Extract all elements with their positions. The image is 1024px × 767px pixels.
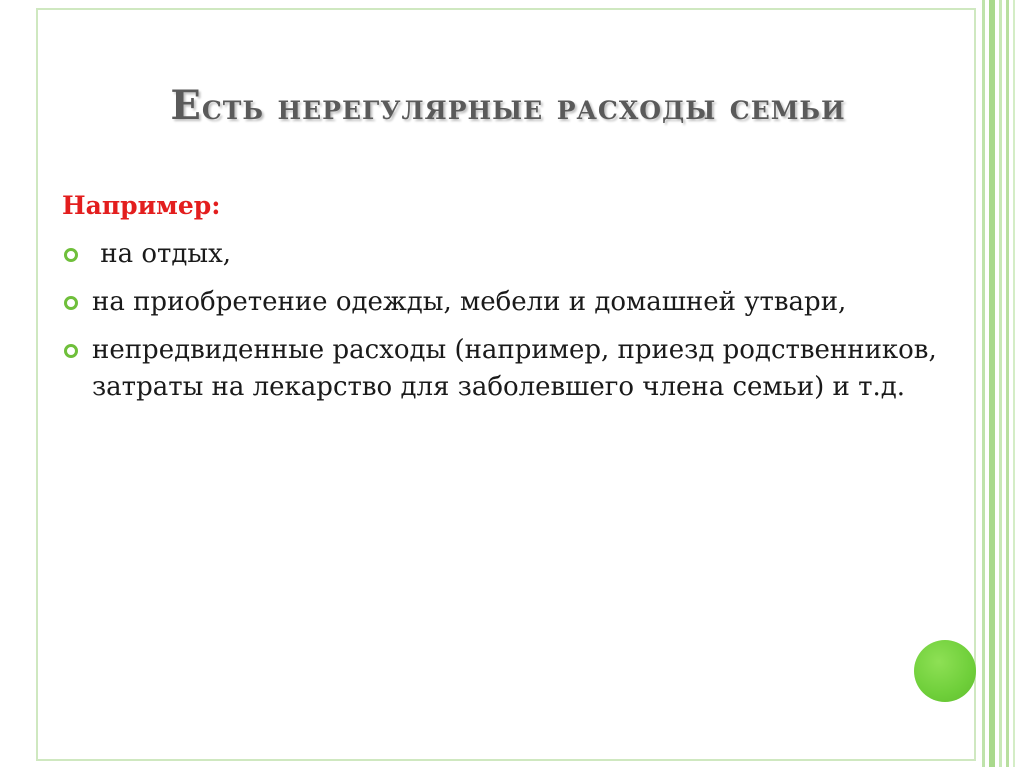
slide-content	[62, 190, 942, 417]
right-stripe	[1013, 0, 1015, 767]
slide-title-rest: сть нерегулярные расходы семьи	[201, 86, 846, 128]
frame-bottom-line	[36, 759, 976, 761]
list-item-text: на отдых,	[92, 239, 232, 269]
right-stripe	[989, 0, 995, 767]
frame-top-line	[36, 8, 976, 10]
green-circle-decoration	[914, 640, 976, 702]
right-stripe	[1006, 0, 1009, 767]
frame-left-line	[36, 8, 38, 761]
slide-title-capital: Е	[170, 82, 202, 129]
lead-text: Например:	[62, 191, 221, 220]
list-item	[62, 236, 942, 273]
list-item-text: на приобретение одежды, мебели и домашней утвари,	[92, 287, 847, 317]
hollow-circle-icon	[64, 296, 78, 310]
right-stripe	[999, 0, 1002, 767]
right-stripe	[982, 0, 985, 767]
slide-title	[40, 82, 976, 129]
list-item	[62, 284, 942, 321]
bullet-list	[62, 236, 942, 406]
list-item-text: непредвиденные расходы (например, приезд родственников, затраты на лекарство для заболевшего члена семьи) и т.д.	[92, 335, 937, 402]
hollow-circle-icon	[64, 248, 78, 262]
list-item	[62, 332, 942, 406]
hollow-circle-icon	[64, 344, 78, 358]
